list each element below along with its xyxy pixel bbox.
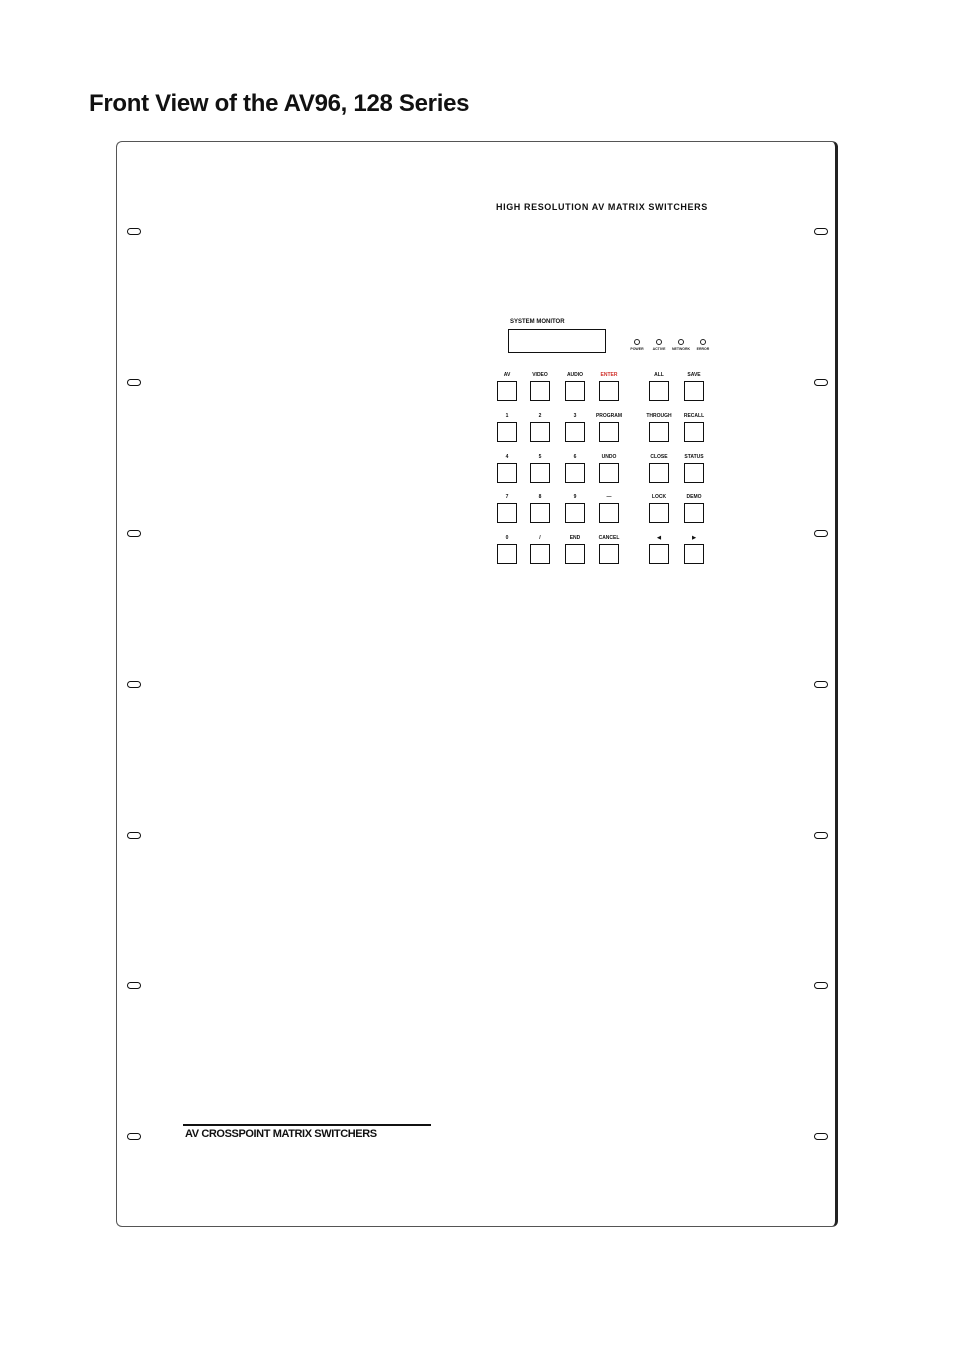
key-label: 3 (573, 413, 577, 419)
key-7-button[interactable] (497, 503, 517, 523)
status-led-network (678, 339, 684, 345)
key-label: 0 (505, 535, 509, 541)
key-cancel-button[interactable] (599, 544, 619, 564)
status-led-label: ACTIVE (652, 347, 666, 351)
model-label-rule (183, 1124, 431, 1126)
right-mount-hole (814, 228, 828, 235)
key-label: 2 (538, 413, 542, 419)
status-led-label: POWER (630, 347, 644, 351)
key-status-button[interactable] (684, 463, 704, 483)
left-mount-hole (127, 832, 141, 839)
model-label: AV CROSSPOINT MATRIX SWITCHERS (185, 1128, 377, 1140)
key-label: VIDEO (532, 372, 548, 378)
key-label: PROGRAM (595, 413, 623, 419)
key-label: 6 (573, 454, 577, 460)
status-led-power (634, 339, 640, 345)
right-mount-hole (814, 379, 828, 386)
key-demo-button[interactable] (684, 503, 704, 523)
left-mount-hole (127, 379, 141, 386)
key-label: 5 (538, 454, 542, 460)
key-label: ▶ (692, 535, 696, 541)
key-symbol-button[interactable] (684, 544, 704, 564)
right-mount-hole (814, 530, 828, 537)
switcher-front-panel (116, 141, 838, 1227)
key-label: 7 (505, 494, 509, 500)
page-title: Front View of the AV96, 128 Series (89, 90, 470, 117)
right-mount-hole (814, 1133, 828, 1140)
status-led-active (656, 339, 662, 345)
key-label: CANCEL (598, 535, 620, 541)
system-monitor-label: SYSTEM MONITOR (510, 319, 565, 325)
key-9-button[interactable] (565, 503, 585, 523)
key-8-button[interactable] (530, 503, 550, 523)
key-label: 8 (538, 494, 542, 500)
key-close-button[interactable] (649, 463, 669, 483)
key-6-button[interactable] (565, 463, 585, 483)
key-symbol-button[interactable] (599, 503, 619, 523)
key-label: ◀ (657, 535, 661, 541)
key-all-button[interactable] (649, 381, 669, 401)
key-label: DEMO (686, 494, 702, 500)
key-0-button[interactable] (497, 544, 517, 564)
key-audio-button[interactable] (565, 381, 585, 401)
key-5-button[interactable] (530, 463, 550, 483)
key-label: AUDIO (566, 372, 584, 378)
key-label: CLOSE (650, 454, 668, 460)
right-mount-hole (814, 832, 828, 839)
key-label: 9 (573, 494, 577, 500)
key-4-button[interactable] (497, 463, 517, 483)
key-label: THROUGH (646, 413, 672, 419)
key-symbol-button[interactable] (649, 544, 669, 564)
key-label: ENTER (600, 372, 618, 378)
key-label: END (569, 535, 581, 541)
key-label: SAVE (687, 372, 701, 378)
key-label: LOCK (651, 494, 667, 500)
key-save-button[interactable] (684, 381, 704, 401)
key-3-button[interactable] (565, 422, 585, 442)
status-led-error (700, 339, 706, 345)
key-av-button[interactable] (497, 381, 517, 401)
key-label: 1 (505, 413, 509, 419)
key-symbol-button[interactable] (530, 544, 550, 564)
right-mount-hole (814, 982, 828, 989)
left-mount-hole (127, 1133, 141, 1140)
key-end-button[interactable] (565, 544, 585, 564)
key-label: UNDO (601, 454, 617, 460)
right-mount-hole (814, 681, 828, 688)
key-label: ALL (654, 372, 664, 378)
key-label: AV (503, 372, 511, 378)
status-led-label: ERROR (696, 347, 710, 351)
panel-header: HIGH RESOLUTION AV MATRIX SWITCHERS (496, 202, 708, 212)
key-label: STATUS (684, 454, 704, 460)
key-label: RECALL (683, 413, 705, 419)
key-recall-button[interactable] (684, 422, 704, 442)
left-mount-hole (127, 228, 141, 235)
key-lock-button[interactable] (649, 503, 669, 523)
key-through-button[interactable] (649, 422, 669, 442)
key-label: — (606, 494, 612, 500)
key-label: / (539, 535, 541, 541)
left-mount-hole (127, 530, 141, 537)
key-video-button[interactable] (530, 381, 550, 401)
key-enter-button[interactable] (599, 381, 619, 401)
system-monitor-display (508, 329, 606, 353)
left-mount-hole (127, 681, 141, 688)
key-2-button[interactable] (530, 422, 550, 442)
key-program-button[interactable] (599, 422, 619, 442)
key-undo-button[interactable] (599, 463, 619, 483)
status-led-label: NETWORK (671, 347, 691, 351)
key-1-button[interactable] (497, 422, 517, 442)
key-label: 4 (505, 454, 509, 460)
left-mount-hole (127, 982, 141, 989)
